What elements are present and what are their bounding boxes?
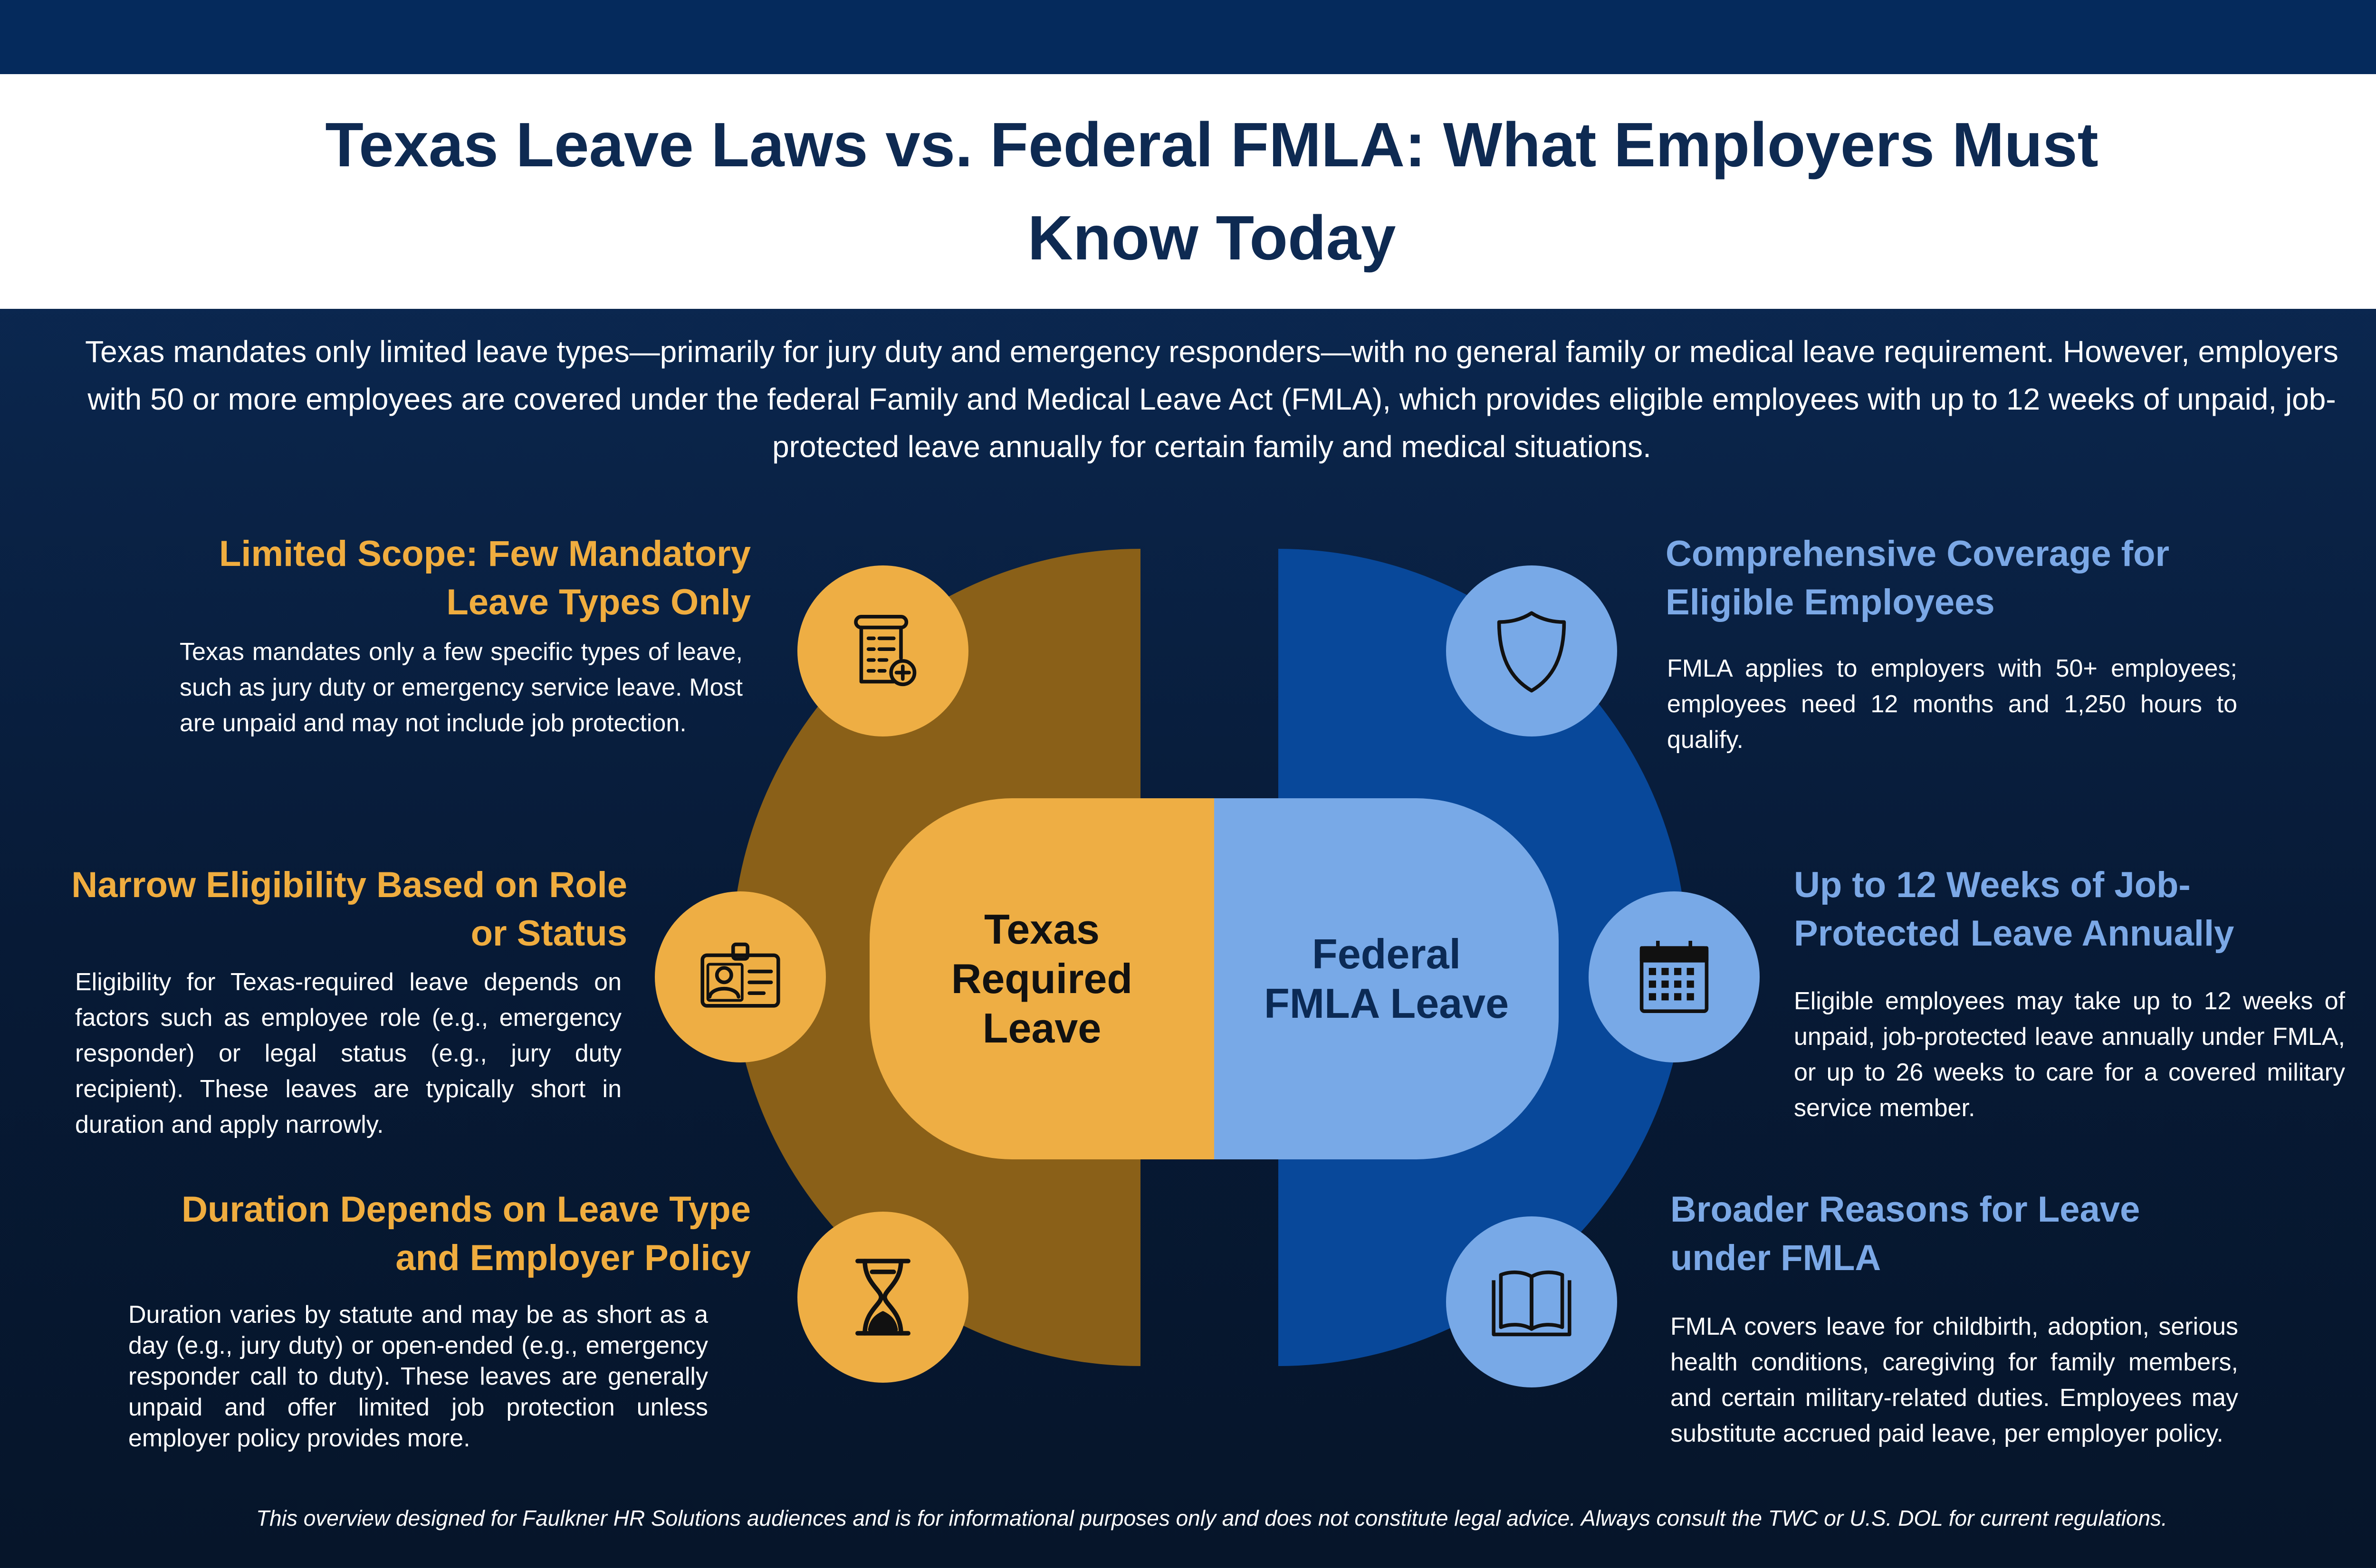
narrow-eligibility-heading: Narrow Eligibility Based on Role or Status (71, 865, 627, 954)
id-badge-icon (655, 891, 826, 1062)
open-book-icon (1446, 1216, 1617, 1387)
fmla-leave-label: Federal FMLA Leave (1264, 930, 1509, 1027)
broader-reasons-heading: Broader Reasons for Leave under FMLA (1670, 1189, 2140, 1278)
fmla-leave-pill (1214, 798, 1559, 1159)
duration-heading: Duration Depends on Leave Type and Employer Policy (182, 1189, 751, 1278)
page-title: Texas Leave Laws vs. Federal FMLA: What Employers Must Know Today (325, 110, 2098, 273)
limited-scope-heading: Limited Scope: Few Mandatory Leave Types Only (219, 534, 751, 622)
texas-leave-label: Texas Required Leave (951, 906, 1133, 1052)
broader-reasons-text: FMLA covers leave for childbirth, adoption, serious health conditions, caregiving for family members, and certain military-related duties. Employees may substitute accrued paid leave, per employer policy. (1670, 1313, 2238, 1447)
shield-icon (1446, 565, 1617, 736)
disclaimer-footer: This overview designed for Faulkner HR Solutions audiences and is for informational purposes only and does not constitute legal advice. Always consult the TWC or U.S. DOL for current regulations. (256, 1506, 2167, 1530)
twelve-weeks-text: Eligible employees may take up to 12 weeks of unpaid, job-protected leave annually under FMLA, or up to 26 weeks to care for a covered military service member. (1794, 987, 2345, 1122)
narrow-eligibility-text: Eligibility for Texas-required leave depends on factors such as employee role (e.g., emergency responder) or legal status (e.g., jury duty recipient). These leaves are typically short in duration and apply narrowly. (75, 968, 622, 1138)
title-panel (0, 74, 2376, 309)
twelve-weeks-heading: Up to 12 Weeks of Job-Protected Leave Annually (1794, 865, 2234, 954)
texas-leave-pill (870, 798, 1214, 1159)
calendar-icon (1589, 891, 1760, 1062)
limited-scope-text: Texas mandates only a few specific types of leave, such as jury duty or emergency service leave. Most are unpaid and may not include job protection. (180, 638, 743, 737)
intro-paragraph: Texas mandates only limited leave types—primarily for jury duty and emergency responders—with no general family or medical leave requirement. However, employers with 50 or more employees are covered under the federal Family and Medical Leave Act (FMLA), which provides eligible employees with up to 12 weeks of unpaid, job-protected leave annually for certain family and medical situations. (85, 335, 2338, 464)
top-band (0, 0, 2376, 74)
comprehensive-coverage-text: FMLA applies to employers with 50+ employees; employees need 12 months and 1,250 hours to qualify. (1667, 655, 2237, 754)
hourglass-icon (797, 1212, 968, 1383)
comprehensive-coverage-heading: Comprehensive Coverage for Eligible Employees (1666, 534, 2170, 622)
duration-text: Duration varies by statute and may be as short as a day (e.g., jury duty) or open-ended (e.g., emergency responder call to duty). These leaves are generally unpaid and offer limited job protection unless employer policy provides more. (128, 1301, 708, 1452)
scroll-document-icon (797, 565, 968, 736)
